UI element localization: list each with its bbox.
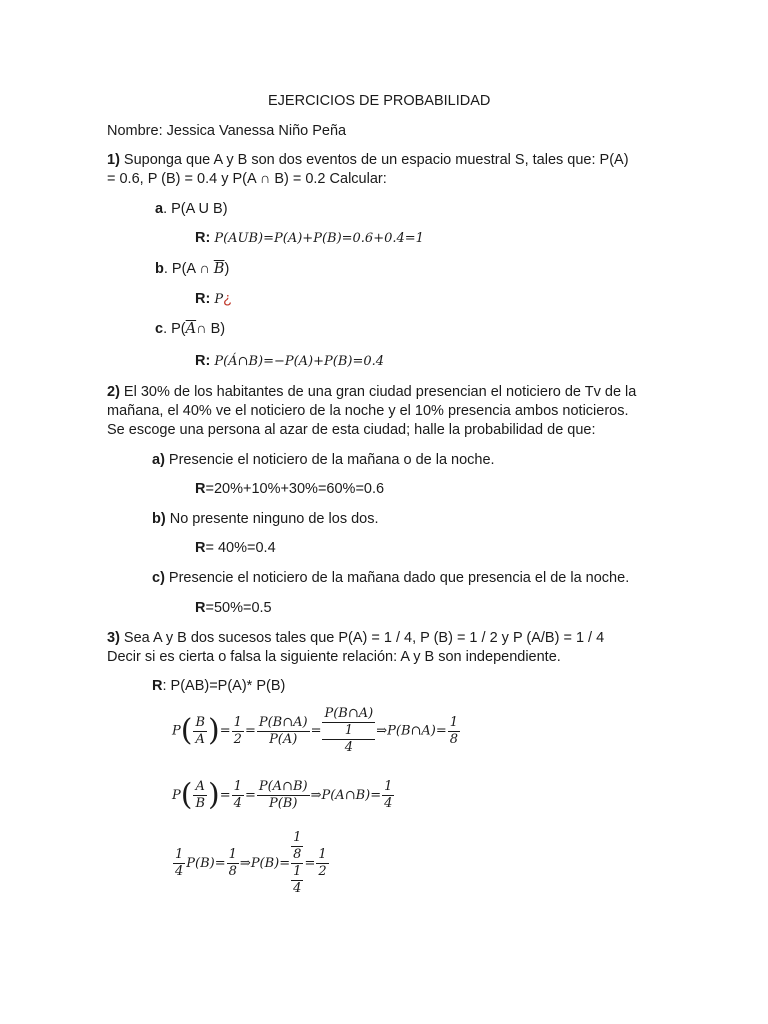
- q3-text-line2: Decir si es cierta o falsa la siguiente relación: A y B son independiente.: [107, 649, 561, 665]
- eq3-lhs: P(B)=: [186, 856, 226, 871]
- q2-a-prompt: [152, 451, 495, 469]
- eq3-frac1-den: 4: [175, 864, 184, 879]
- q1-b-answer: [195, 290, 232, 309]
- eq1-frac-b-over-a: [193, 715, 207, 748]
- eq3-frac4-den: 2: [318, 864, 327, 879]
- student-name: Nombre: Jessica Vanessa Niño Peña: [107, 123, 347, 139]
- eq2-frac2-den: 4: [233, 796, 242, 811]
- eq1-frac1-num: B: [195, 714, 206, 730]
- q2-a-answer: [195, 480, 384, 498]
- eq3-mid: P(B)=: [250, 856, 291, 871]
- eq3-frac-one-quarter: [173, 847, 185, 880]
- eq1-frac5-num: 1: [449, 714, 459, 730]
- q1-c-answer: [195, 352, 384, 371]
- q1-c-text-complement: $\overline{A}$: [185, 321, 197, 337]
- eq1-frac-one-half: [232, 715, 244, 748]
- eq2-implies-arrow: ⇒: [310, 788, 322, 803]
- q2-text-line3: Se escoge una persona al azar de esta ciudad; halle la probabilidad de que:: [107, 422, 596, 438]
- eq3-frac-compound: [291, 830, 303, 897]
- eq2-close-paren: ): [208, 777, 220, 813]
- eq1-frac-result: [448, 715, 460, 748]
- q1-b-answer-formula: P: [214, 292, 224, 307]
- eq2-frac-one-quarter: [232, 779, 244, 812]
- q2-c-answer: [195, 599, 272, 617]
- eq1-close-paren: ): [208, 713, 220, 748]
- eq3-frac1-num: 1: [175, 847, 184, 862]
- q1-text: Suponga que A y B son dos eventos de un espacio muestral S, tales que: P(A): [119, 152, 629, 168]
- q3-equation-3: [172, 830, 330, 895]
- eq2-frac4-den: 4: [384, 796, 393, 811]
- q1-c-text-pre: . P(: [163, 321, 186, 337]
- q1-a-answer-formula: P(AUB)=P(A)+P(B)=0.6+0.4=1: [214, 231, 424, 246]
- q2-b-prompt: [152, 510, 379, 528]
- q1-c-answer-label: R:: [195, 353, 211, 369]
- q2-b-answer: [195, 539, 276, 557]
- q3-text-line1: [107, 629, 604, 647]
- eq1-frac4-top: P(B∩A): [324, 706, 374, 721]
- q1-b-answer-glyph: ¿: [223, 291, 232, 307]
- q2-c-label: c): [152, 570, 165, 586]
- q1-b-text-pre: . P(A ∩: [163, 261, 214, 277]
- eq2-frac-result: [382, 779, 394, 812]
- eq3-frac3-top-num: 1: [293, 830, 302, 845]
- q1-c-label: c: [155, 321, 164, 337]
- q3-number: 3): [107, 630, 120, 646]
- q2-c-answer-value: =50%=0.5: [205, 600, 272, 616]
- q1-b-text-post: ): [224, 261, 230, 277]
- q2-a-answer-value: =20%+10%+30%=60%=0.6: [205, 481, 385, 497]
- q1-a-text: . P(A U B): [163, 201, 228, 217]
- eq1-open-paren: (: [180, 713, 193, 748]
- q3-text: Sea A y B dos sucesos tales que P(A) = 1 / 4, P (B) = 1 / 2 y P (A/B) = 1 / 4: [119, 630, 605, 646]
- eq1-frac2-num: 1: [233, 714, 242, 730]
- eq1-equals-2: =: [244, 723, 256, 739]
- q1-b-text-complement: $\overline{B}$: [213, 261, 225, 277]
- eq2-frac3-den: P(B): [268, 796, 298, 811]
- eq2-equals-1: =: [219, 788, 231, 803]
- eq2-frac-conditional: [257, 779, 310, 812]
- q2-text-line1: [107, 383, 636, 401]
- eq2-rhs: P(A∩B)=: [321, 788, 382, 803]
- eq2-frac4-num: 1: [384, 779, 393, 794]
- eq3-frac3-den: 4: [293, 881, 302, 896]
- eq1-frac-compound: [322, 706, 375, 756]
- q1-c-text-post: ∩ B): [196, 321, 226, 337]
- eq2-frac1-num: A: [193, 779, 207, 796]
- eq2-p: P: [172, 788, 181, 803]
- q1-b-answer-label: R:: [195, 291, 211, 307]
- eq3-frac-one-half: [316, 847, 328, 880]
- eq1-implies-arrow: ⇒: [376, 723, 388, 739]
- q2-b-answer-value: = 40%=0.4: [205, 540, 276, 556]
- eq3-lhs-group: [172, 830, 330, 897]
- q2-number: 2): [107, 384, 120, 400]
- eq3-implies-arrow: ⇒: [239, 856, 251, 871]
- q2-b-text: No presente ninguno de los dos.: [165, 511, 379, 527]
- q3-equation-1: [172, 706, 461, 756]
- q1-b-label: b: [155, 261, 164, 277]
- eq1-rhs: P(B∩A)=: [387, 723, 447, 739]
- q3-answer-value: : P(AB)=P(A)* P(B): [162, 678, 286, 694]
- q1-number: 1): [107, 152, 120, 168]
- q2-text: El 30% de los habitantes de una gran ciudad presencian el noticiero de Tv de la: [119, 384, 637, 400]
- q1-c-answer-formula: P(Á∩B)=−P(A)+P(B)=0.4: [214, 354, 385, 369]
- q2-b-answer-label: R: [195, 540, 206, 556]
- q1-a-answer: [195, 229, 424, 248]
- q3-answer: [152, 677, 285, 695]
- eq1-frac5-den: 8: [449, 731, 459, 747]
- q2-a-answer-label: R: [195, 481, 206, 497]
- q1-a-prompt: [155, 200, 228, 218]
- eq2-frac3-num: P(A∩B): [258, 779, 308, 794]
- q2-a-text: Presencie el noticiero de la mañana o de la noche.: [164, 452, 495, 468]
- q3-answer-label: R: [152, 678, 163, 694]
- eq1-equals-3: =: [310, 723, 322, 739]
- eq1-frac3-num: P(B∩A): [258, 714, 308, 730]
- q1-c-prompt: [155, 320, 225, 338]
- eq3-frac4-num: 1: [318, 847, 327, 862]
- eq1-p: P: [172, 723, 181, 739]
- eq1-frac1-den: A: [195, 731, 205, 747]
- q2-c-answer-label: R: [195, 600, 206, 616]
- eq1-frac4-den: 4: [344, 740, 353, 755]
- q2-c-prompt: [152, 569, 629, 587]
- q2-c-text: Presencie el noticiero de la mañana dado que presencia el de la noche.: [164, 570, 630, 586]
- eq2-frac1-den: B: [195, 796, 206, 811]
- q1-a-answer-label: R:: [195, 230, 211, 246]
- q2-b-label: b): [152, 511, 166, 527]
- q3-equation-2: [172, 779, 395, 812]
- eq1-frac4-mid: 1: [322, 723, 375, 740]
- eq3-frac3-num: 1: [293, 864, 302, 879]
- q2-a-label: a): [152, 452, 165, 468]
- eq1-equals-1: =: [219, 723, 231, 739]
- eq3-frac2-den: 8: [228, 864, 237, 879]
- q2-text-line2: mañana, el 40% ve el noticiero de la noche y el 10% presencia ambos noticieros.: [107, 403, 629, 419]
- eq1-frac-conditional: [257, 715, 310, 748]
- document-title: EJERCICIOS DE PROBABILIDAD: [268, 93, 491, 109]
- eq3-frac3-top-den: 8: [293, 847, 302, 862]
- eq2-frac-a-over-b: [193, 779, 207, 812]
- eq2-equals-2: =: [244, 788, 256, 803]
- q1-b-prompt: [155, 260, 229, 278]
- q1-text-line2: = 0.6, P (B) = 0.4 y P(A ∩ B) = 0.2 Calcular:: [107, 171, 387, 187]
- q1-text-line1: [107, 151, 629, 169]
- eq1-frac3-den: P(A): [269, 731, 298, 747]
- eq3-frac2-num: 1: [228, 847, 237, 862]
- q1-a-label: a: [155, 201, 164, 217]
- eq1-frac2-den: 2: [233, 731, 242, 747]
- eq2-open-paren: (: [180, 777, 193, 813]
- eq3-frac-one-eighth: [227, 847, 239, 880]
- eq2-frac2-num: 1: [233, 779, 242, 794]
- eq3-equals: =: [304, 856, 316, 871]
